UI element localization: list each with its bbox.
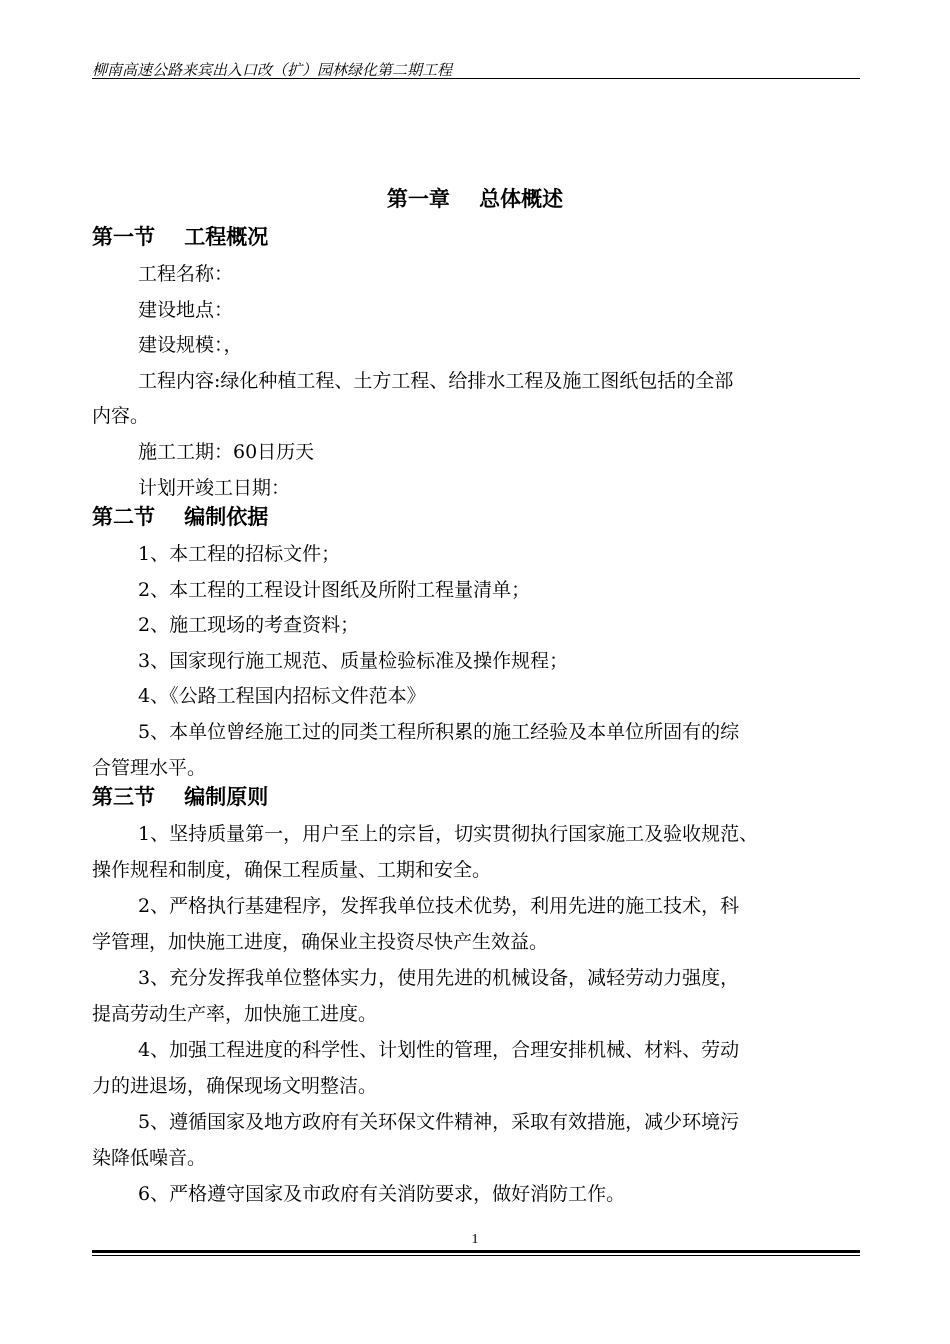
paragraph-line: 2、施工现场的考查资料；	[138, 614, 360, 636]
paragraph-line: 1、本工程的招标文件；	[138, 543, 341, 565]
paragraph-line: 4、加强工程进度的科学性、计划性的管理，合理安排机械、材料、劳动	[138, 1039, 740, 1061]
paragraph-line: 1、坚持质量第一，用户至上的宗旨，切实贯彻执行国家施工及验收规范、	[138, 823, 759, 845]
paragraph-line: 提高劳动生产率，加快施工进度。	[92, 1003, 378, 1025]
page-number: 1	[471, 1232, 479, 1247]
running-header: 柳南高速公路来宾出入口改（扩）园林绿化第二期工程	[92, 61, 453, 79]
paragraph-line: 计划开竣工日期：	[138, 477, 291, 499]
paragraph-line: 工程名称：	[138, 263, 234, 285]
paragraph-line: 4、《公路工程国内招标文件范本》	[138, 685, 426, 707]
paragraph-line: 5、本单位曾经施工过的同类工程所积累的施工经验及本单位所固有的综	[138, 721, 740, 743]
paragraph-line: 2、严格执行基建程序，发挥我单位技术优势，利用先进的施工技术，科	[138, 895, 740, 917]
paragraph-line: 6、严格遵守国家及市政府有关消防要求，做好消防工作。	[138, 1183, 626, 1205]
paragraph-line: 操作规程和制度，确保工程质量、工期和安全。	[92, 859, 492, 881]
chapter-title: 第一章 总体概述	[386, 187, 564, 211]
footer-rule-thin	[92, 1255, 860, 1256]
footer-rule	[92, 1250, 860, 1253]
section-heading-1: 第一节 工程概况	[92, 225, 269, 249]
paragraph-line: 学管理，加快施工进度，确保业主投资尽快产生效益。	[92, 931, 549, 953]
header-rule	[92, 78, 860, 79]
paragraph-line: 施工工期：60日历天	[138, 441, 315, 463]
paragraph-line: 2、本工程的工程设计图纸及所附工程量清单；	[138, 579, 531, 601]
paragraph-line: 建设地点：	[138, 299, 234, 321]
paragraph-line: 3、国家现行施工规范、质量检验标准及操作规程；	[138, 650, 569, 672]
paragraph-line: 建设规模：，	[138, 334, 243, 356]
section-heading-2: 第二节 编制依据	[92, 505, 269, 529]
paragraph-line: 3、充分发挥我单位整体实力，使用先进的机械设备，减轻劳动力强度，	[138, 967, 740, 989]
section-heading-3: 第三节 编制原则	[92, 785, 269, 809]
paragraph-line: 力的进退场，确保现场文明整洁。	[92, 1075, 378, 1097]
paragraph-line: 内容。	[92, 405, 150, 427]
paragraph-line: 5、遵循国家及地方政府有关环保文件精神，采取有效措施，减少环境污	[138, 1111, 740, 1133]
paragraph-line: 工程内容:绿化种植工程、土方工程、给排水工程及施工图纸包括的全部	[138, 370, 734, 392]
paragraph-line: 合管理水平。	[92, 757, 207, 779]
paragraph-line: 染降低噪音。	[92, 1147, 207, 1169]
